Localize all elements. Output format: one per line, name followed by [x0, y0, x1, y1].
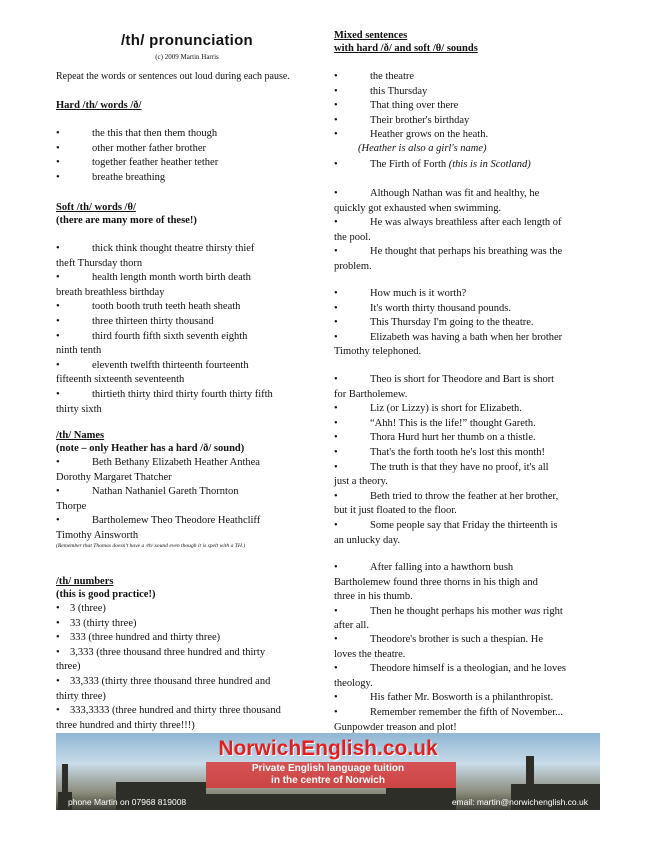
list-item: • Heather grows on the heath. [334, 129, 489, 141]
soft-th-heading: Soft /th/ words /θ/ (there are many more of these!) [56, 202, 197, 226]
mixed-group-1 [334, 70, 606, 143]
mixed-group-5 [334, 633, 606, 735]
hard-th-heading: Hard /th/ words /ð/ [56, 100, 142, 111]
list-item: • That's the forth tooth he's lost this month! [334, 446, 545, 458]
list-item: • “Ahh! This is the life!” thought Gareth. [334, 417, 536, 429]
soft-th-list [56, 242, 326, 417]
mixed-subheading: with hard /ð/ and soft /θ/ sounds [334, 43, 478, 54]
list-item: • 333 (three hundred and thirty three) [56, 632, 221, 644]
email-text[interactable]: email: martin@norwichenglish.co.uk [451, 797, 588, 807]
list-item: • Theodore himself is a theologian, and he loves theology. [334, 663, 566, 689]
list-item: • Remember remember the fifth of November... Gunpowder treason and plot! [334, 706, 564, 733]
list-item: • The truth is that they have no proof, it's all just a theory. [334, 461, 549, 488]
list-item: • health length month worth birth death breath breathless birthday [56, 272, 251, 298]
list-item: • tooth booth truth teeth heath sheath [56, 301, 241, 313]
list-item: • Theo is short for Theodore and Bart is short for Bartholemew. [334, 374, 555, 400]
list-item: • After falling into a hawthorn bush Bartholemew found three thorns in his thigh and three in his thumb. [334, 562, 538, 603]
list-item: • breathe breathing [56, 171, 166, 183]
phone-text: phone Martin on 07968 819008 [68, 797, 187, 807]
list-item: • It's worth thirty thousand pounds. [334, 302, 512, 314]
list-item: • Beth Bethany Elizabeth Heather Anthea Dorothy Margaret Thatcher [56, 457, 260, 483]
list-item: • How much is it worth? [334, 288, 467, 299]
list-item: • Bartholemew Theo Theodore Heathcliff Timothy Ainsworth [56, 515, 261, 541]
list-item: • 3,333 (three thousand three hundred and thirty three) [56, 646, 266, 673]
list-item: • Elizabeth was having a bath when her brother Timothy telephoned. [334, 331, 563, 358]
list-item: • the this that then them though [56, 128, 218, 139]
heather-note: (Heather is also a girl's name) [358, 143, 487, 154]
list-item: • Some people say that Friday the thirteenth is an unlucky day. [334, 519, 558, 546]
list-item: • third fourth fifth sixth seventh eighth ninth tenth [56, 330, 248, 357]
list-item: • The Firth of Forth (this is in Scotland) [334, 159, 531, 170]
numbers-heading: /th/ numbers (this is good practice!) [56, 576, 156, 600]
list-item: • 33,333 (thirty three thousand three hundred and thirty three) [56, 675, 271, 702]
list-item: • 33 (thirty three) [56, 617, 137, 629]
list-item: • eleventh twelfth thirteenth fourteenth fifteenth sixteenth seventeenth [56, 359, 249, 386]
list-item: • Nathan Nathaniel Gareth Thornton Thorpe [56, 486, 239, 512]
list-item: • Theodore's brother is such a thespian. He loves the theatre. [334, 634, 544, 660]
list-item: • 3 (three) [56, 603, 106, 614]
names-list [56, 456, 326, 544]
numbers-subheading: (this is good practice!) [56, 589, 156, 600]
names-heading: /th/ Names (note – only Heather has a hard /ð/ sound) [56, 430, 245, 454]
rooftops-shape [206, 794, 386, 810]
mixed-group-2 [334, 187, 606, 275]
list-item: • He was always breathless after each length of the pool. [334, 217, 562, 243]
names-subheading: (note – only Heather has a hard /ð/ sound) [56, 443, 245, 454]
list-item: • Although Nathan was fit and healthy, he quickly got exhausted when swimming. [334, 188, 540, 214]
list-item: • this Thursday [334, 85, 428, 97]
numbers-list [56, 602, 326, 733]
list-item: • thick think thought theatre thirsty thief theft Thursday thorn [56, 243, 255, 269]
list-item: • Liz (or Lizzy) is short for Elizabeth. [334, 403, 522, 415]
tagline-1: Private English language tuition [251, 763, 405, 774]
list-item: • thirtieth thirty third thirty fourth thirty fifth thirty sixth [56, 388, 273, 415]
names-note: (Remember that Thomas doesn't have a /th/ sound even though it is spelt with a TH.) [56, 543, 246, 549]
mixed-group-3 [334, 287, 606, 360]
rooftops-shape [386, 788, 456, 810]
list-item: • other mother father brother [56, 142, 206, 154]
mixed-group-4 [334, 373, 606, 548]
list-item: • That thing over there [334, 100, 459, 112]
footer-banner [56, 733, 600, 810]
mixed-heading: Mixed sentences with hard /ð/ and soft /θ/ sounds [334, 30, 478, 54]
intro-text: Repeat the words or sentences out loud during each pause. [56, 71, 290, 82]
mixed-group-1-last [334, 158, 606, 173]
tagline-2: in the centre of Norwich [271, 775, 385, 786]
copyright: (c) 2009 Martin Harris [155, 53, 219, 61]
list-item: • Thora Hurd hurt her thumb on a thistle. [334, 432, 536, 444]
list-item: • three thirteen thirty thousand [56, 315, 214, 327]
list-item: • Then he thought perhaps his mother was right after all. [334, 605, 563, 632]
hard-th-list [56, 127, 326, 185]
list-item: • together feather heather tether [56, 157, 219, 169]
page-title: /th/ pronunciation [120, 32, 254, 49]
list-item: • He thought that perhaps his breathing was the problem. [334, 246, 563, 272]
mixed-group-5-first [334, 561, 606, 634]
soft-th-subheading: (there are many more of these!) [56, 215, 197, 226]
list-item: • Their brother's birthday [334, 114, 470, 126]
list-item: • His father Mr. Bosworth is a philanthropist. [334, 692, 554, 704]
site-name[interactable]: NorwichEnglish.co.uk [218, 737, 438, 760]
list-item: • the theatre [334, 71, 415, 82]
list-item: • Beth tried to throw the feather at her brother, but it just floated to the floor. [334, 490, 559, 517]
list-item: • 333,3333 (three hundred and thirty three thousand three hundred and thirty three!!!) [56, 705, 281, 731]
list-item: • This Thursday I'm going to the theatre. [334, 317, 534, 329]
